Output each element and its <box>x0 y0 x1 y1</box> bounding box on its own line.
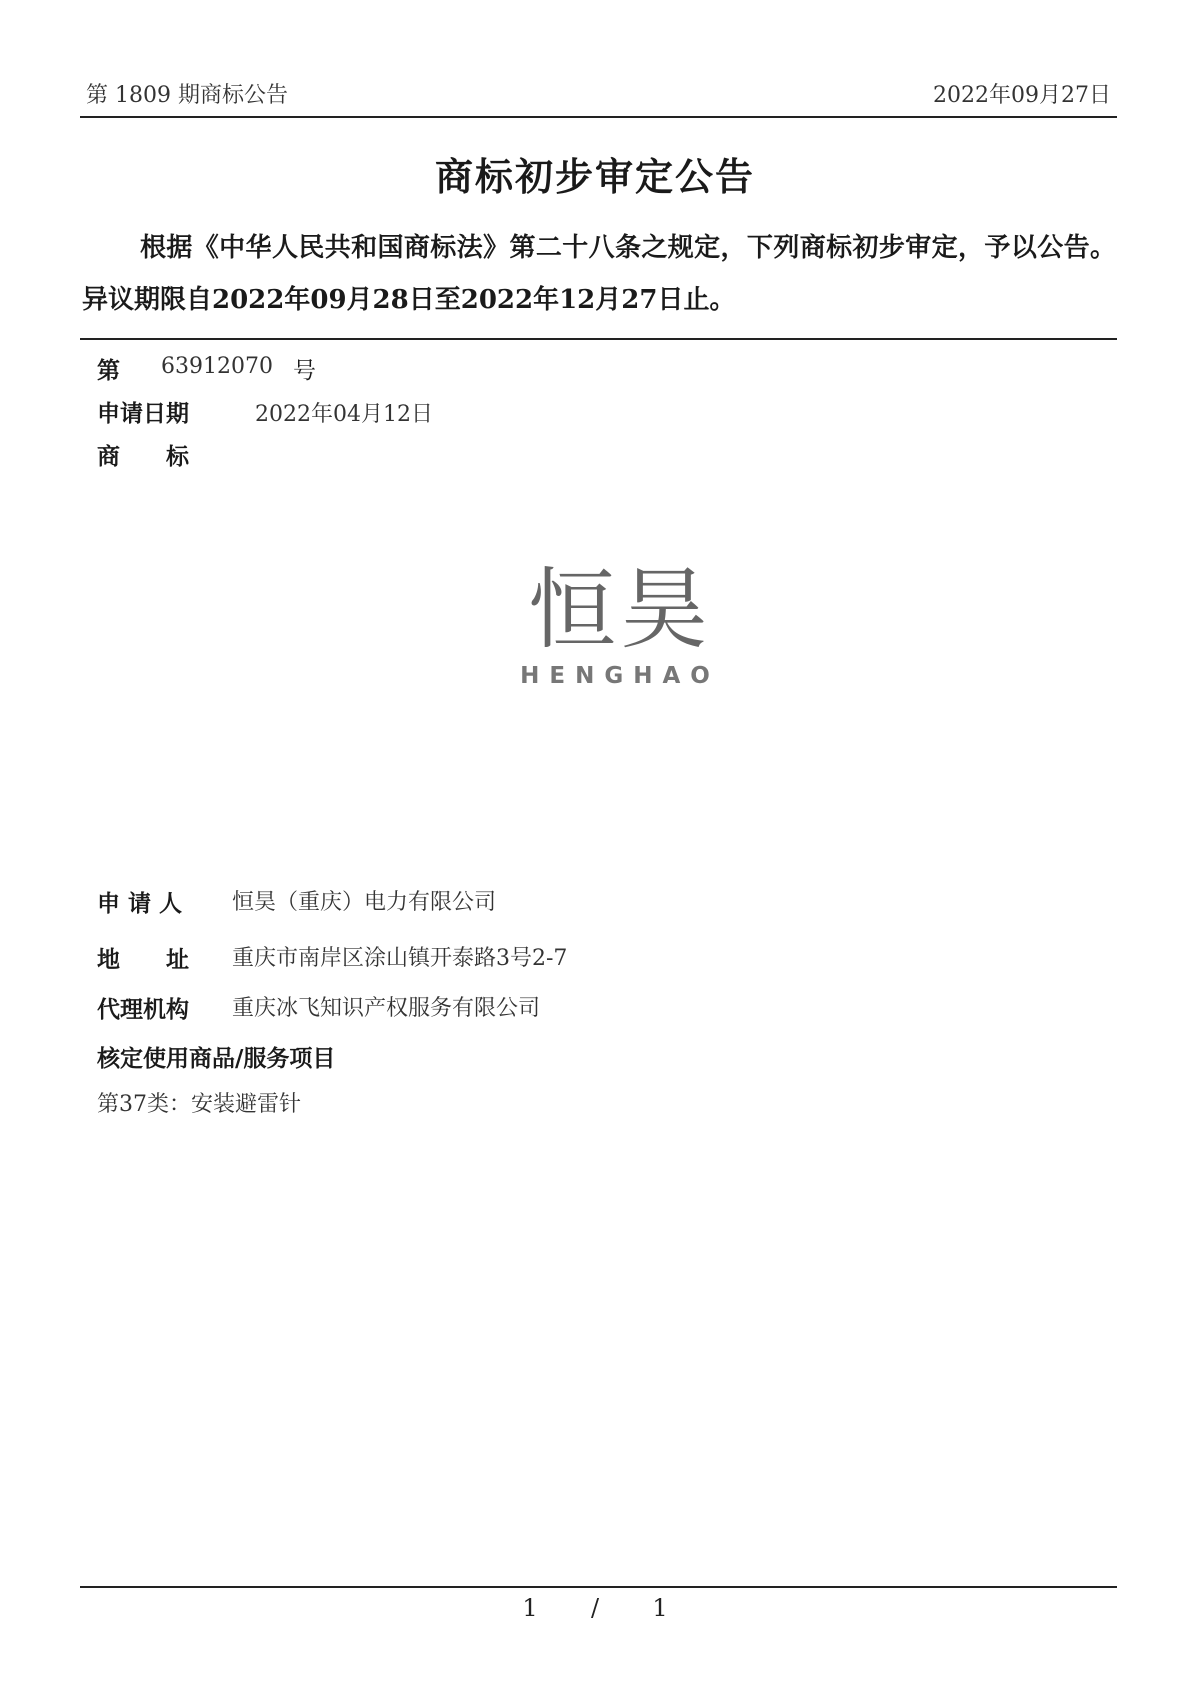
number-label-prefix: 第 <box>97 357 120 384</box>
address-label: 地 址 <box>97 946 189 973</box>
trademark-logo-en: HENGHAO <box>520 663 720 689</box>
page-current: 1 <box>522 1594 538 1622</box>
number-label-suffix: 号 <box>293 358 316 384</box>
footer-rule <box>80 1586 1117 1588</box>
trademark-logo <box>510 560 730 690</box>
filing-date: 2022年04月12日 <box>255 402 433 427</box>
page-title: 商标初步审定公告 <box>434 154 755 199</box>
agent-name: 重庆冰飞知识产权服务有限公司 <box>232 996 541 1021</box>
issue-date: 2022年09月27日 <box>933 83 1111 108</box>
announcement-intro: 根据《中华人民共和国商标法》第二十八条之规定，下列商标初步审定，予以公告。异议期限自2022年09月28日至2022年12月27日止。 <box>82 233 1116 315</box>
filing-date-label: 申请日期 <box>97 400 189 427</box>
page-total: 1 <box>652 1594 668 1622</box>
applicant-name: 恒昊（重庆）电力有限公司 <box>232 890 497 915</box>
agent-label: 代理机构 <box>97 996 189 1023</box>
applicant-address: 重庆市南岸区涂山镇开泰路3号2-7 <box>232 946 568 971</box>
mark-label: 商 标 <box>97 443 189 470</box>
header-rule <box>80 116 1117 118</box>
section-rule <box>80 338 1117 340</box>
page-indicator <box>0 1594 1190 1622</box>
goods-services: 第37类：安装避雷针 <box>97 1092 301 1117</box>
page-separator: / <box>590 1594 600 1622</box>
application-number: 63912070 <box>161 354 273 379</box>
applicant-label: 申 请 人 <box>97 890 183 917</box>
issue-number: 第 1809 期商标公告 <box>86 83 288 108</box>
goods-label: 核定使用商品/服务项目 <box>97 1045 336 1072</box>
trademark-logo-cn: 恒昊 <box>527 558 712 661</box>
